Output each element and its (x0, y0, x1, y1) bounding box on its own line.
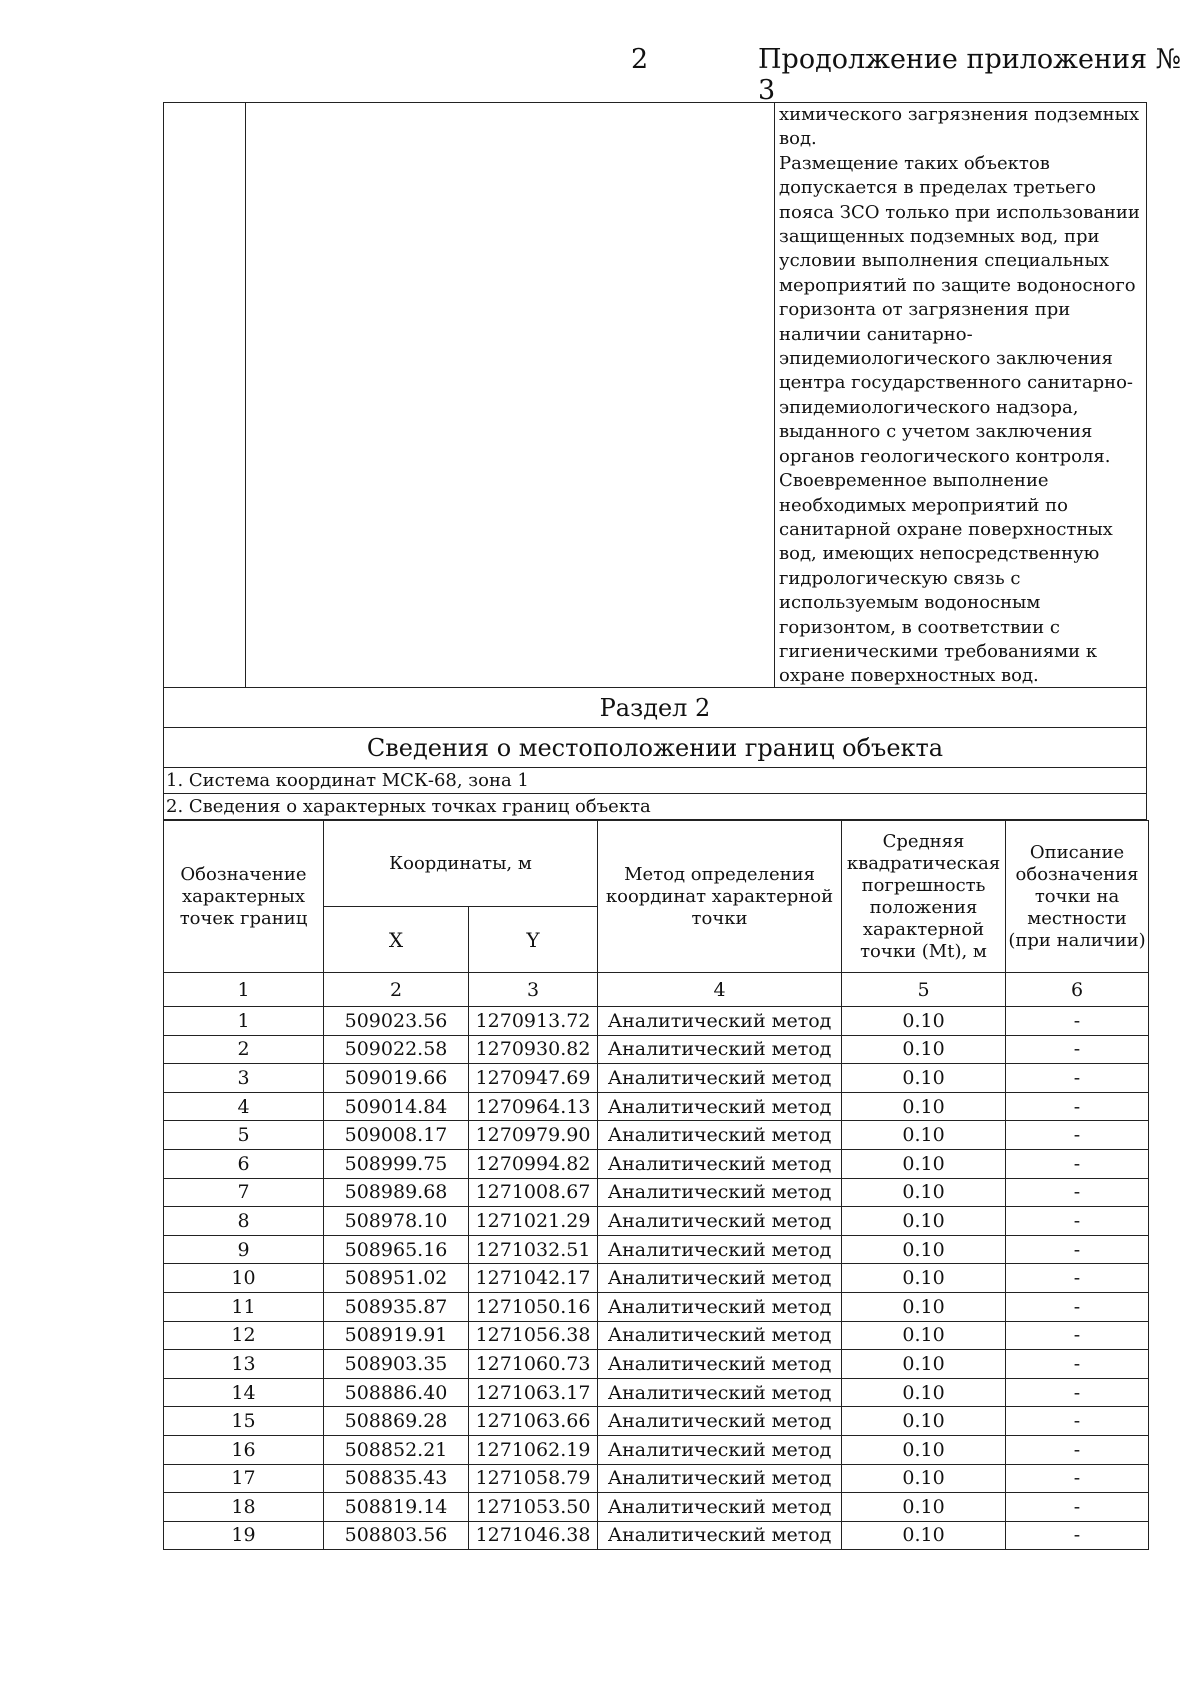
description-cell: - (1006, 1035, 1149, 1064)
coord-y: 1271032.51 (469, 1235, 598, 1264)
header-description: Описание обозначения точки на местности (при наличии) (1006, 821, 1149, 973)
method-cell: Аналитический метод (598, 1321, 842, 1350)
column-number: 1 (164, 973, 324, 1007)
error-cell: 0.10 (842, 1092, 1006, 1121)
coord-y: 1271056.38 (469, 1321, 598, 1350)
point-number: 2 (164, 1035, 324, 1064)
method-cell: Аналитический метод (598, 1035, 842, 1064)
point-number: 12 (164, 1321, 324, 1350)
appendix-continuation: Продолжение приложения № 3 (758, 44, 1182, 106)
point-number: 11 (164, 1292, 324, 1321)
point-number: 14 (164, 1378, 324, 1407)
description-cell: - (1006, 1378, 1149, 1407)
error-cell: 0.10 (842, 1378, 1006, 1407)
method-cell: Аналитический метод (598, 1521, 842, 1550)
coord-y: 1271042.17 (469, 1264, 598, 1293)
table-row (164, 1092, 1149, 1121)
coord-y: 1271053.50 (469, 1493, 598, 1522)
coord-y: 1270913.72 (469, 1007, 598, 1036)
coord-y: 1270994.82 (469, 1149, 598, 1178)
points-heading: 2. Сведения о характерных точках границ объекта (163, 794, 1147, 820)
method-cell: Аналитический метод (598, 1235, 842, 1264)
description-cell: - (1006, 1493, 1149, 1522)
description-cell: - (1006, 1350, 1149, 1379)
coordinate-system: 1. Система координат МСК-68, зона 1 (163, 768, 1147, 794)
coord-x: 509019.66 (324, 1064, 469, 1093)
coord-x: 509008.17 (324, 1121, 469, 1150)
table-row (164, 1321, 1149, 1350)
table-row (164, 1292, 1149, 1321)
coord-y: 1271060.73 (469, 1350, 598, 1379)
table-row (164, 1521, 1149, 1550)
paragraph: Своевременное выполнение необходимых мероприятий по санитарной охране поверхностных вод, имеющих непосредственную гидрологическую связь с используемым водоносным горизонтом, в соответствии с гигиеническими требованиями к охране поверхностных вод. (779, 470, 1113, 687)
method-cell: Аналитический метод (598, 1178, 842, 1207)
method-cell: Аналитический метод (598, 1464, 842, 1493)
header-coordinates: Координаты, м (324, 821, 598, 907)
method-cell: Аналитический метод (598, 1007, 842, 1036)
coord-y: 1271062.19 (469, 1435, 598, 1464)
column-number: 3 (469, 973, 598, 1007)
header-y: Y (469, 907, 598, 973)
error-cell: 0.10 (842, 1178, 1006, 1207)
description-cell: - (1006, 1178, 1149, 1207)
error-cell: 0.10 (842, 1321, 1006, 1350)
coord-y: 1271050.16 (469, 1292, 598, 1321)
error-cell: 0.10 (842, 1350, 1006, 1379)
coord-x: 508989.68 (324, 1178, 469, 1207)
coord-y: 1271063.17 (469, 1378, 598, 1407)
point-number: 13 (164, 1350, 324, 1379)
table-row (164, 1435, 1149, 1464)
point-number: 1 (164, 1007, 324, 1036)
coord-y: 1271046.38 (469, 1521, 598, 1550)
error-cell: 0.10 (842, 1064, 1006, 1093)
column-number: 5 (842, 973, 1006, 1007)
coord-y: 1270979.90 (469, 1121, 598, 1150)
method-cell: Аналитический метод (598, 1264, 842, 1293)
page-number: 2 (631, 44, 649, 75)
column-number-row (164, 973, 1149, 1007)
point-number: 7 (164, 1178, 324, 1207)
method-cell: Аналитический метод (598, 1292, 842, 1321)
error-cell: 0.10 (842, 1292, 1006, 1321)
coord-x: 508965.16 (324, 1235, 469, 1264)
paragraph: химического загрязнения подземных вод. (779, 104, 1140, 150)
point-number: 16 (164, 1435, 324, 1464)
method-cell: Аналитический метод (598, 1064, 842, 1093)
coord-y: 1270964.13 (469, 1092, 598, 1121)
error-cell: 0.10 (842, 1007, 1006, 1036)
description-cell: - (1006, 1007, 1149, 1036)
header-x: X (324, 907, 469, 973)
column-divider (245, 103, 246, 687)
coord-y: 1270947.69 (469, 1064, 598, 1093)
coord-y: 1271058.79 (469, 1464, 598, 1493)
description-cell: - (1006, 1435, 1149, 1464)
table-row (164, 1149, 1149, 1178)
coord-x: 509014.84 (324, 1092, 469, 1121)
coord-x: 508903.35 (324, 1350, 469, 1379)
error-cell: 0.10 (842, 1435, 1006, 1464)
coord-x: 508999.75 (324, 1149, 469, 1178)
table-row (164, 1178, 1149, 1207)
description-cell: - (1006, 1092, 1149, 1121)
error-cell: 0.10 (842, 1035, 1006, 1064)
table-row (164, 1235, 1149, 1264)
method-cell: Аналитический метод (598, 1207, 842, 1236)
coord-x: 509022.58 (324, 1035, 469, 1064)
table-row (164, 1407, 1149, 1436)
method-cell: Аналитический метод (598, 1092, 842, 1121)
table-row (164, 1378, 1149, 1407)
section-subtitle: Сведения о местоположении границ объекта (163, 728, 1147, 768)
error-cell: 0.10 (842, 1493, 1006, 1522)
point-number: 10 (164, 1264, 324, 1293)
coord-y: 1270930.82 (469, 1035, 598, 1064)
coord-x: 508819.14 (324, 1493, 469, 1522)
error-cell: 0.10 (842, 1121, 1006, 1150)
top-continued-table (163, 102, 1147, 688)
coord-x: 508835.43 (324, 1464, 469, 1493)
description-cell: - (1006, 1235, 1149, 1264)
method-cell: Аналитический метод (598, 1435, 842, 1464)
coord-x: 508951.02 (324, 1264, 469, 1293)
header-point-designation: Обозначение характерных точек границ (164, 821, 324, 973)
point-number: 15 (164, 1407, 324, 1436)
error-cell: 0.10 (842, 1407, 1006, 1436)
method-cell: Аналитический метод (598, 1493, 842, 1522)
description-cell: - (1006, 1149, 1149, 1178)
error-cell: 0.10 (842, 1464, 1006, 1493)
header-error: Средняя квадратическая погрешность положения характерной точки (Mt), м (842, 821, 1006, 973)
coord-y: 1271008.67 (469, 1178, 598, 1207)
column-number: 6 (1006, 973, 1149, 1007)
point-number: 3 (164, 1064, 324, 1093)
column-number: 4 (598, 973, 842, 1007)
coord-y: 1271063.66 (469, 1407, 598, 1436)
requirements-text (779, 103, 1145, 689)
description-cell: - (1006, 1292, 1149, 1321)
coord-x: 509023.56 (324, 1007, 469, 1036)
description-cell: - (1006, 1464, 1149, 1493)
table-row (164, 1464, 1149, 1493)
table-row (164, 1264, 1149, 1293)
table-row (164, 1121, 1149, 1150)
method-cell: Аналитический метод (598, 1149, 842, 1178)
table-row (164, 1035, 1149, 1064)
description-cell: - (1006, 1121, 1149, 1150)
column-number: 2 (324, 973, 469, 1007)
description-cell: - (1006, 1064, 1149, 1093)
table-row (164, 1493, 1149, 1522)
table-row (164, 1207, 1149, 1236)
coord-x: 508869.28 (324, 1407, 469, 1436)
description-cell: - (1006, 1264, 1149, 1293)
coord-x: 508935.87 (324, 1292, 469, 1321)
table-row (164, 1350, 1149, 1379)
description-cell: - (1006, 1321, 1149, 1350)
coord-x: 508886.40 (324, 1378, 469, 1407)
point-number: 6 (164, 1149, 324, 1178)
point-number: 5 (164, 1121, 324, 1150)
coord-x: 508919.91 (324, 1321, 469, 1350)
method-cell: Аналитический метод (598, 1121, 842, 1150)
description-cell: - (1006, 1207, 1149, 1236)
coord-y: 1271021.29 (469, 1207, 598, 1236)
point-number: 17 (164, 1464, 324, 1493)
error-cell: 0.10 (842, 1521, 1006, 1550)
coord-x: 508852.21 (324, 1435, 469, 1464)
coord-x: 508978.10 (324, 1207, 469, 1236)
paragraph: Размещение таких объектов допускается в пределах третьего пояса ЗСО только при использовании защищенных подземных вод, при условии выполнения специальных мероприятий по защите водоносного горизонта от загрязнения при наличии санитарно-эпидемиологического заключения центра государственного санитарно-эпидемиологического надзора, выданного с учетом заключения органов геологического контроля. (779, 152, 1140, 467)
table-row (164, 1064, 1149, 1093)
section-title: Раздел 2 (163, 688, 1147, 728)
error-cell: 0.10 (842, 1235, 1006, 1264)
point-number: 18 (164, 1493, 324, 1522)
description-cell: - (1006, 1407, 1149, 1436)
error-cell: 0.10 (842, 1264, 1006, 1293)
table-row (164, 1007, 1149, 1036)
point-number: 4 (164, 1092, 324, 1121)
coord-x: 508803.56 (324, 1521, 469, 1550)
error-cell: 0.10 (842, 1149, 1006, 1178)
point-number: 19 (164, 1521, 324, 1550)
description-cell: - (1006, 1521, 1149, 1550)
method-cell: Аналитический метод (598, 1350, 842, 1379)
method-cell: Аналитический метод (598, 1407, 842, 1436)
boundary-points-table (163, 820, 1149, 1550)
point-number: 9 (164, 1235, 324, 1264)
error-cell: 0.10 (842, 1207, 1006, 1236)
method-cell: Аналитический метод (598, 1378, 842, 1407)
point-number: 8 (164, 1207, 324, 1236)
header-method: Метод определения координат характерной точки (598, 821, 842, 973)
column-divider (774, 103, 775, 687)
